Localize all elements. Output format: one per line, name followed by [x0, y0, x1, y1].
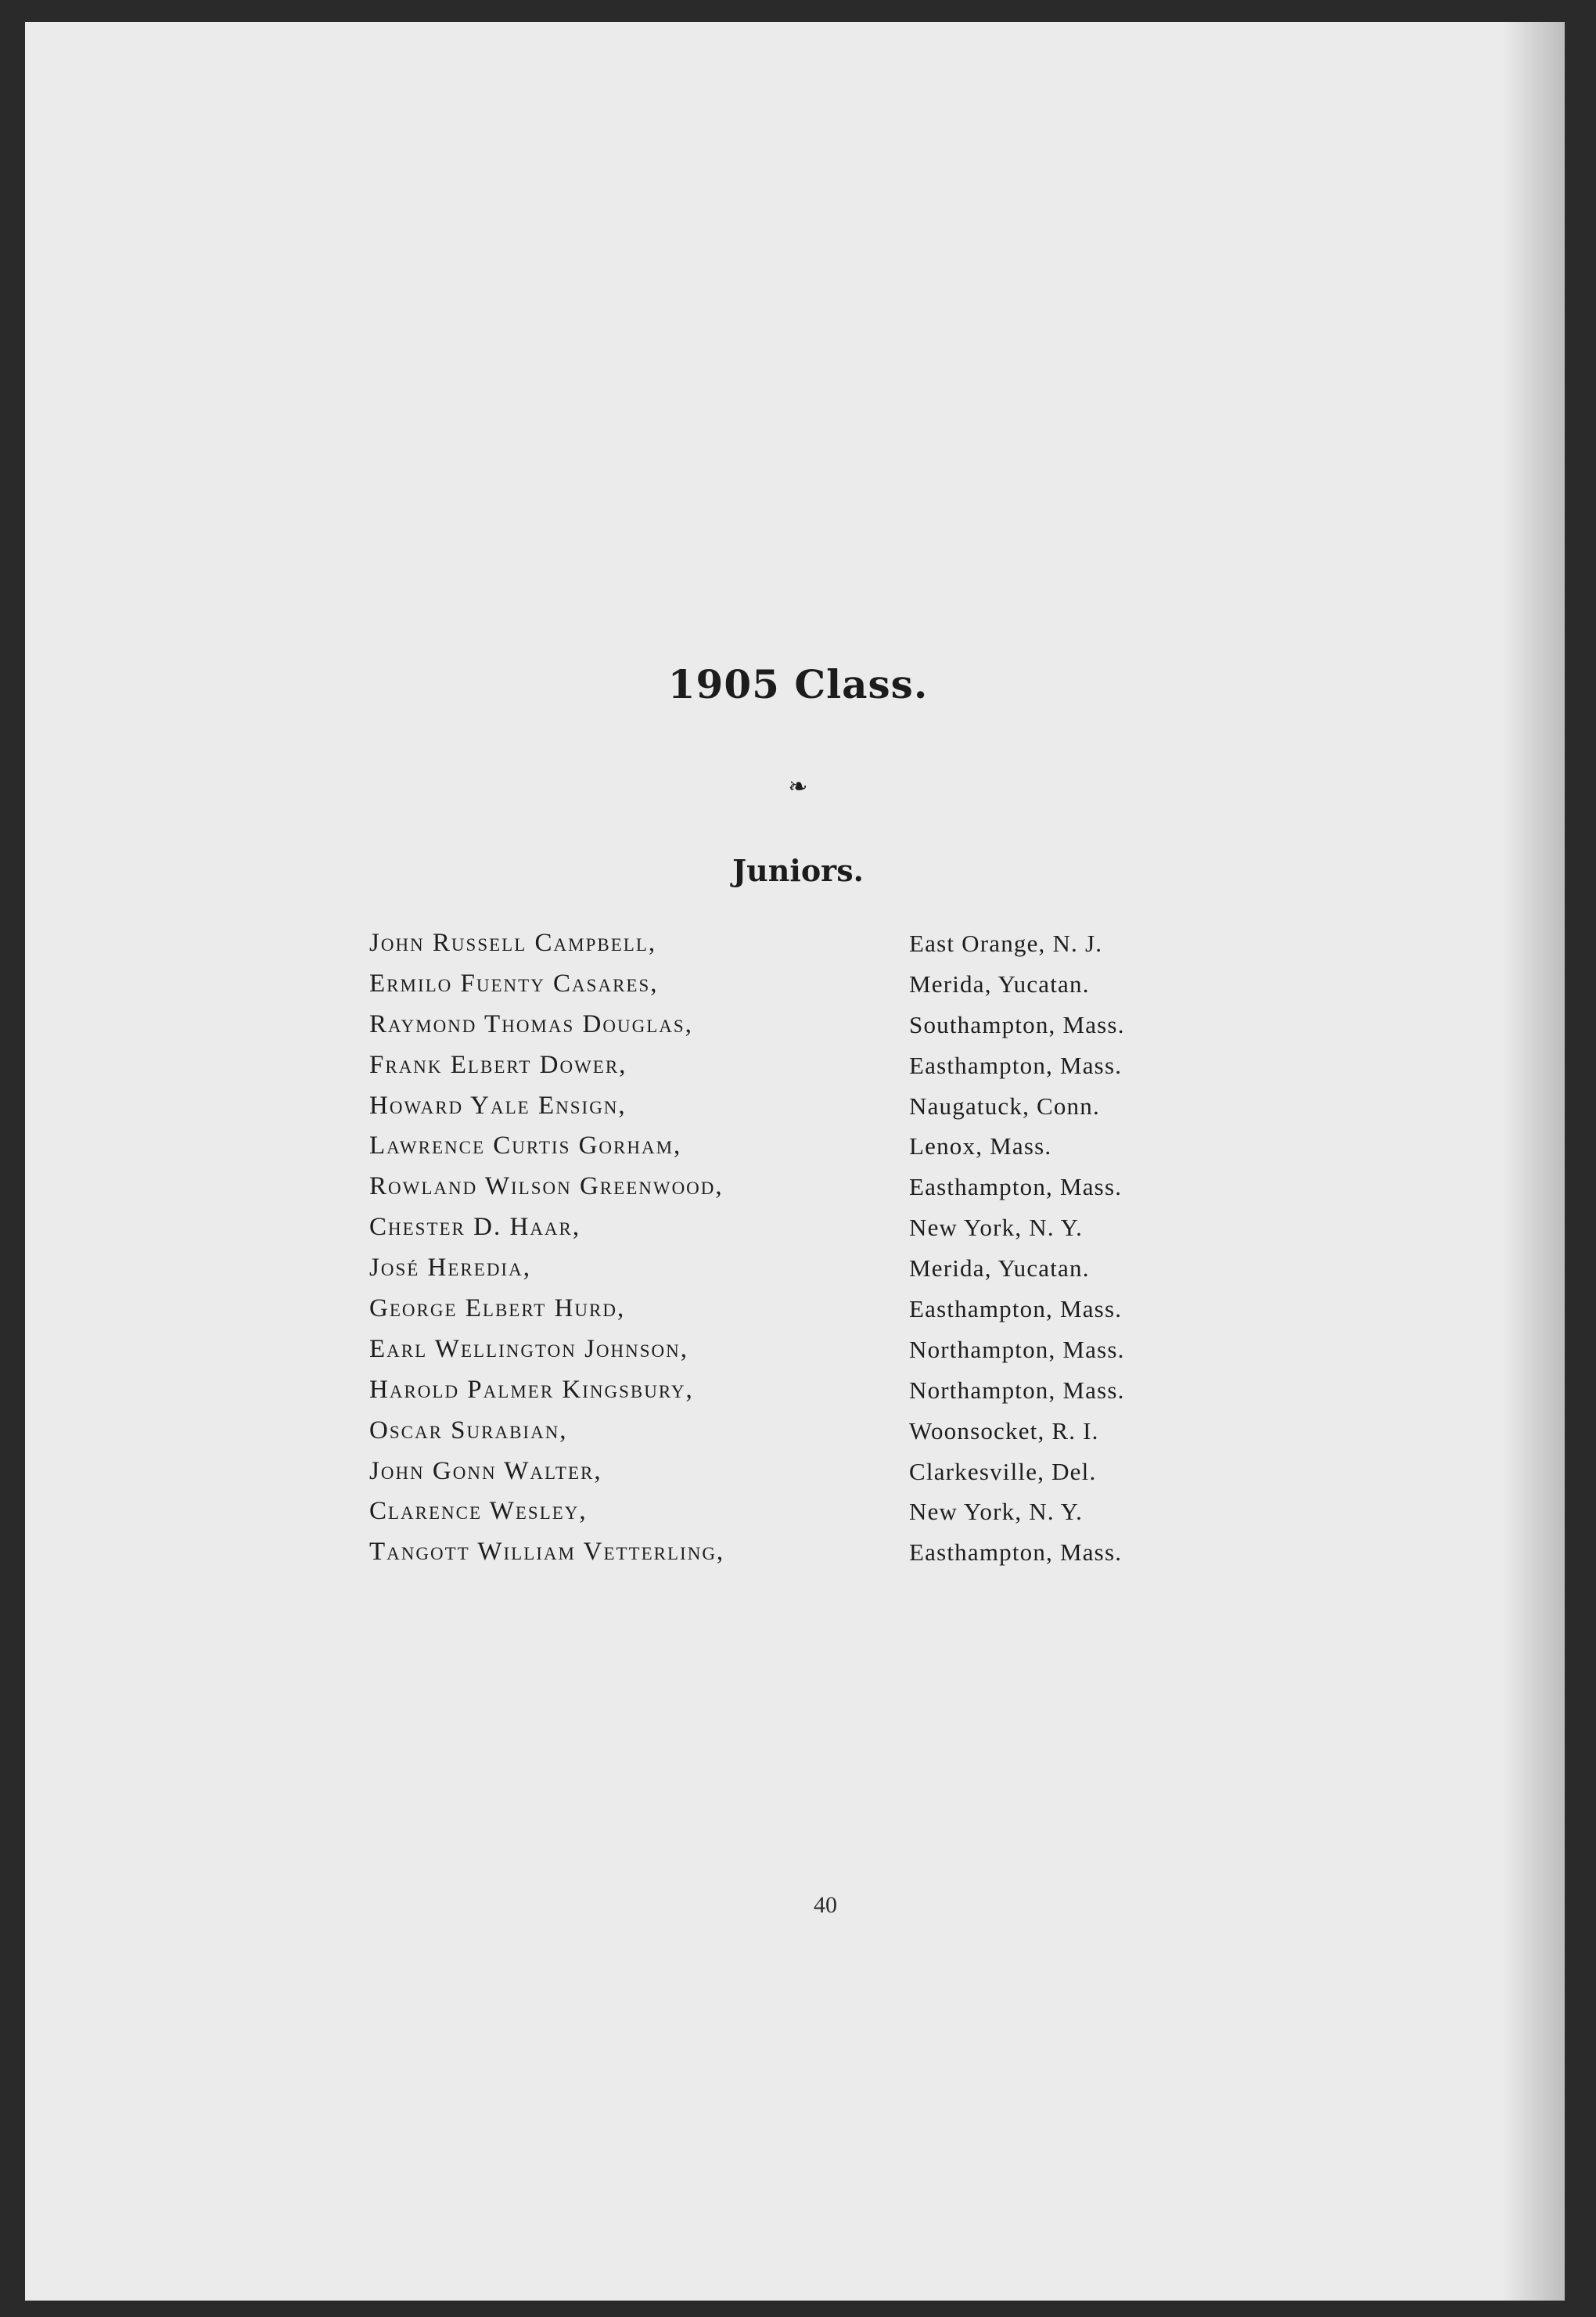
student-name: Howard Yale Ensign, — [369, 1091, 627, 1120]
roster-row — [369, 1086, 1230, 1127]
student-name: Tangott William Vetterling, — [369, 1538, 725, 1567]
roster-row — [369, 1411, 1230, 1452]
roster-row — [369, 1005, 1230, 1045]
roster-row — [369, 1167, 1230, 1207]
page-title: 1905 Class. — [667, 661, 929, 707]
student-name: Ermilo Fuenty Casares, — [369, 969, 659, 998]
roster-row — [369, 1248, 1230, 1289]
roster-row — [369, 1370, 1230, 1411]
hometown: Easthampton, Mass. — [909, 1051, 1123, 1079]
student-name: Chester D. Haar, — [369, 1213, 581, 1242]
student-name: Clarence Wesley, — [369, 1497, 588, 1526]
hometown: Easthampton, Mass. — [909, 1538, 1123, 1567]
page-number: 40 — [814, 1892, 837, 1918]
hometown: Lenox, Mass. — [909, 1132, 1052, 1160]
student-name: Lawrence Curtis Gorham, — [369, 1132, 682, 1160]
roster-row — [369, 1329, 1230, 1370]
roster-row — [369, 1045, 1230, 1086]
student-name: Earl Wellington Johnson, — [369, 1334, 689, 1363]
juniors-roster — [369, 923, 1230, 1573]
hometown: Merida, Yucatan. — [909, 1254, 1090, 1283]
roster-row — [369, 1452, 1230, 1492]
student-name: José Heredia, — [369, 1254, 531, 1283]
hometown: Southampton, Mass. — [909, 1010, 1125, 1038]
hometown: Clarkesville, Del. — [909, 1457, 1097, 1485]
hometown: Northampton, Mass. — [909, 1376, 1125, 1404]
student-name: George Elbert Hurd, — [369, 1294, 626, 1323]
fleuron-ornament: ❧ — [788, 773, 808, 801]
student-name: Oscar Surabian, — [369, 1416, 568, 1445]
student-name: Raymond Thomas Douglas, — [369, 1009, 693, 1038]
roster-row — [369, 1207, 1230, 1248]
hometown: Northampton, Mass. — [909, 1335, 1125, 1363]
hometown: Easthampton, Mass. — [909, 1295, 1123, 1323]
roster-row — [369, 964, 1230, 1005]
roster-row — [369, 923, 1230, 964]
section-heading: Juniors. — [732, 853, 864, 888]
hometown: Woonsocket, R. I. — [909, 1416, 1099, 1445]
roster-row — [369, 1289, 1230, 1329]
hometown: New York, N. Y. — [909, 1214, 1084, 1242]
spine-shadow — [1502, 22, 1565, 2301]
hometown: Naugatuck, Conn. — [909, 1092, 1100, 1120]
student-name: Harold Palmer Kingsbury, — [369, 1375, 694, 1404]
roster-row — [369, 1491, 1230, 1532]
roster-row — [369, 1532, 1230, 1573]
hometown: New York, N. Y. — [909, 1498, 1084, 1526]
student-name: John Gonn Walter, — [369, 1456, 602, 1485]
hometown: Merida, Yucatan. — [909, 970, 1090, 998]
student-name: Rowland Wilson Greenwood, — [369, 1172, 724, 1201]
roster-row — [369, 1126, 1230, 1167]
student-name: Frank Elbert Dower, — [369, 1050, 627, 1079]
student-name: John Russell Campbell, — [369, 929, 657, 957]
hometown: East Orange, N. J. — [909, 930, 1103, 957]
hometown: Easthampton, Mass. — [909, 1173, 1123, 1201]
